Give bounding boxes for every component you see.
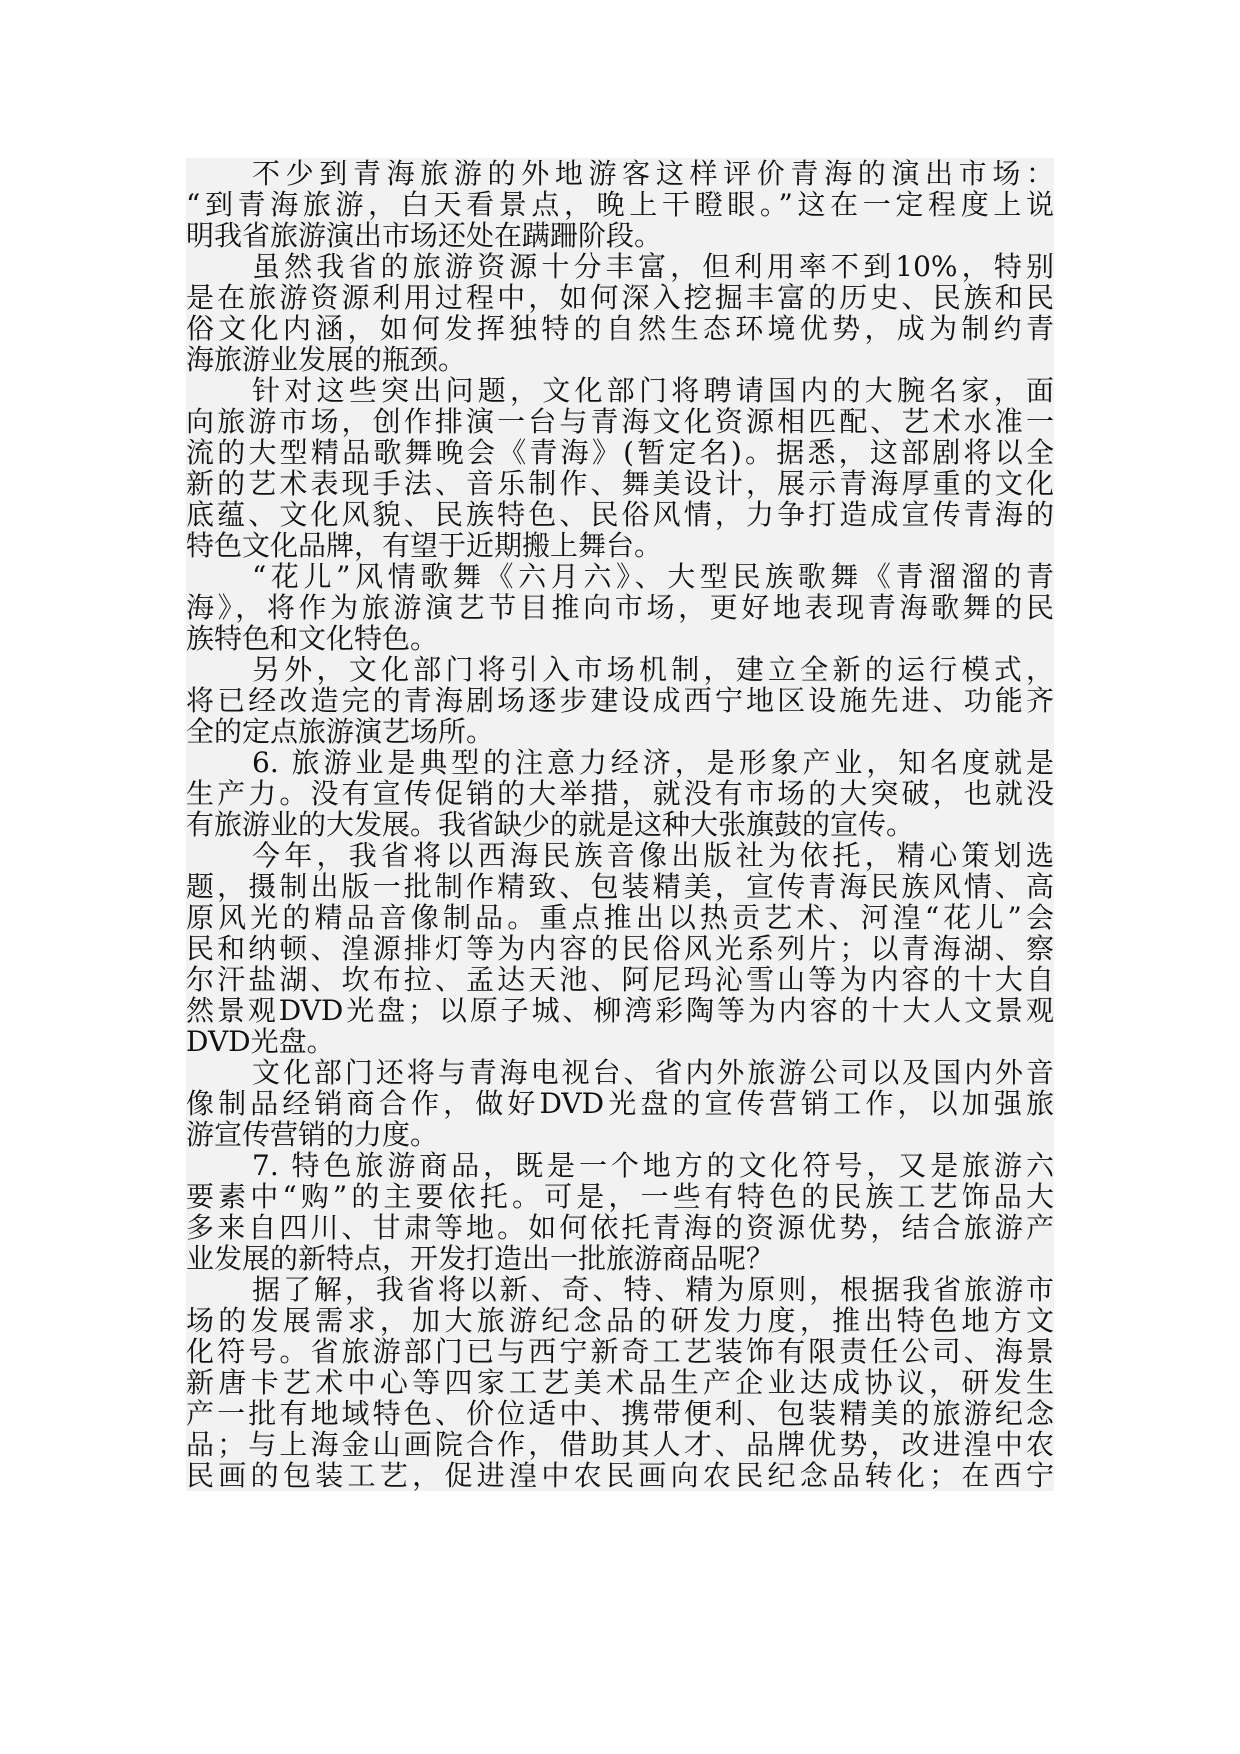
text-line: 明我省旅游演出市场还处在蹒跚阶段。 [186, 220, 1054, 251]
text-line: 民画的包装工艺，促进湟中农民画向农民纪念品转化；在西宁 [186, 1460, 1054, 1491]
text-line: DVD光盘。 [186, 1026, 1054, 1057]
text-line: 全的定点旅游演艺场所。 [186, 716, 1054, 747]
text-line: 今年，我省将以西海民族音像出版社为依托，精心策划选 [186, 840, 1054, 871]
text-line: 据了解，我省将以新、奇、特、精为原则，根据我省旅游市 [186, 1274, 1054, 1305]
text-line: 游宣传营销的力度。 [186, 1119, 1054, 1150]
text-line: 流的大型精品歌舞晚会《青海》(暂定名)。据悉，这部剧将以全 [186, 437, 1054, 468]
text-line: 虽然我省的旅游资源十分丰富，但利用率不到10%，特别 [186, 251, 1054, 282]
text-line: 不少到青海旅游的外地游客这样评价青海的演出市场： [186, 158, 1054, 189]
text-line: 要素中“购”的主要依托。可是，一些有特色的民族工艺饰品大 [186, 1181, 1054, 1212]
text-line: 民和纳顿、湟源排灯等为内容的民俗风光系列片；以青海湖、察 [186, 933, 1054, 964]
text-line: 海》，将作为旅游演艺节目推向市场，更好地表现青海歌舞的民 [186, 592, 1054, 623]
text-line: 海旅游业发展的瓶颈。 [186, 344, 1054, 375]
text-line: 6. 旅游业是典型的注意力经济，是形象产业，知名度就是 [186, 747, 1054, 778]
text-line: 多来自四川、甘肃等地。如何依托青海的资源优势，结合旅游产 [186, 1212, 1054, 1243]
text-line: 底蕴、文化风貌、民族特色、民俗风情，力争打造成宣传青海的 [186, 499, 1054, 530]
text-line: 7. 特色旅游商品，既是一个地方的文化符号，又是旅游六 [186, 1150, 1054, 1181]
text-line: 文化部门还将与青海电视台、省内外旅游公司以及国内外音 [186, 1057, 1054, 1088]
text-line: 尔汗盐湖、坎布拉、孟达天池、阿尼玛沁雪山等为内容的十大自 [186, 964, 1054, 995]
text-line: 族特色和文化特色。 [186, 623, 1054, 654]
text-line: 新唐卡艺术中心等四家工艺美术品生产企业达成协议，研发生 [186, 1367, 1054, 1398]
text-line: 原风光的精品音像制品。重点推出以热贡艺术、河湟“花儿”会 [186, 902, 1054, 933]
text-line: 是在旅游资源利用过程中，如何深入挖掘丰富的历史、民族和民 [186, 282, 1054, 313]
text-line: 将已经改造完的青海剧场逐步建设成西宁地区设施先进、功能齐 [186, 685, 1054, 716]
text-line: 新的艺术表现手法、音乐制作、舞美设计，展示青海厚重的文化 [186, 468, 1054, 499]
text-line: 化符号。省旅游部门已与西宁新奇工艺装饰有限责任公司、海景 [186, 1336, 1054, 1367]
document-page [186, 158, 1054, 1491]
text-line: 另外，文化部门将引入市场机制，建立全新的运行模式， [186, 654, 1054, 685]
text-line: 像制品经销商合作，做好DVD光盘的宣传营销工作，以加强旅 [186, 1088, 1054, 1119]
text-line: “到青海旅游，白天看景点，晚上干瞪眼。”这在一定程度上说 [186, 189, 1054, 220]
text-line: 然景观DVD光盘；以原子城、柳湾彩陶等为内容的十大人文景观 [186, 995, 1054, 1026]
text-line: 有旅游业的大发展。我省缺少的就是这种大张旗鼓的宣传。 [186, 809, 1054, 840]
text-line: “花儿”风情歌舞《六月六》、大型民族歌舞《青溜溜的青 [186, 561, 1054, 592]
text-line: 俗文化内涵，如何发挥独特的自然生态环境优势，成为制约青 [186, 313, 1054, 344]
text-line: 生产力。没有宣传促销的大举措，就没有市场的大突破，也就没 [186, 778, 1054, 809]
text-line: 向旅游市场，创作排演一台与青海文化资源相匹配、艺术水准一 [186, 406, 1054, 437]
text-line: 产一批有地域特色、价位适中、携带便利、包装精美的旅游纪念 [186, 1398, 1054, 1429]
text-line: 品；与上海金山画院合作，借助其人才、品牌优势，改进湟中农 [186, 1429, 1054, 1460]
text-line: 特色文化品牌，有望于近期搬上舞台。 [186, 530, 1054, 561]
text-line: 场的发展需求，加大旅游纪念品的研发力度，推出特色地方文 [186, 1305, 1054, 1336]
text-line: 针对这些突出问题，文化部门将聘请国内的大腕名家，面 [186, 375, 1054, 406]
text-line: 业发展的新特点，开发打造出一批旅游商品呢？ [186, 1243, 1054, 1274]
text-line: 题，摄制出版一批制作精致、包装精美，宣传青海民族风情、高 [186, 871, 1054, 902]
